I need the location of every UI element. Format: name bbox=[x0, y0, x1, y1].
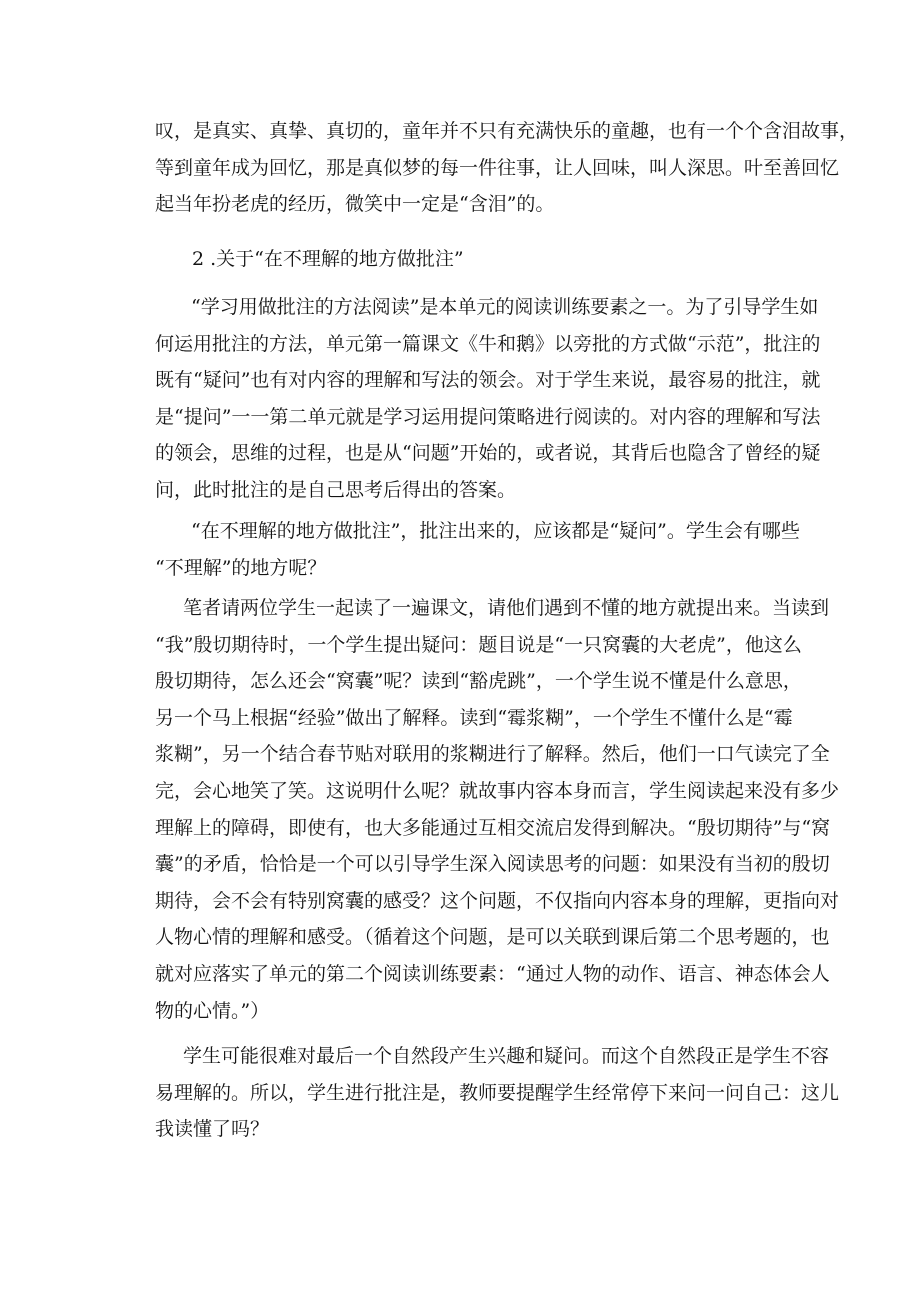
text-line: 完，会心地笑了笑。这说明什么呢？就故事内容本身而言，学生阅读起来没有多少 bbox=[155, 779, 840, 802]
text-line: 笔者请两位学生一起读了一遍课文，请他们遇到不懂的地方就提出来。当读到 bbox=[183, 597, 830, 619]
text-line: 人物心情的理解和感受。（循着这个问题，是可以关联到课后第二个思考题的，也 bbox=[155, 926, 830, 949]
text-line: “我”殷切期待时，一个学生提出疑问：题目说是“一只窝囊的大老虎”，他这么 bbox=[155, 633, 802, 656]
text-line: 物的心情。”） bbox=[155, 999, 270, 1022]
text-line: 等到童年成为回忆，那是真似梦的每一件往事，让人回味，叫人深思。叶至善回忆 bbox=[155, 156, 840, 179]
paragraph-last-section bbox=[155, 1038, 840, 1148]
heading-text: 2 .关于“在不理解的地方做批注” bbox=[192, 248, 464, 270]
section-heading bbox=[192, 241, 777, 278]
text-line: 另一个马上根据“经验”做出了解释。读到“霉浆糊”，一个学生不懂什么是“霉 bbox=[155, 706, 793, 729]
text-line: 理解上的障碍，即使有，也大多能通过互相交流启发得到解决。“殷切期待”与“窝 bbox=[155, 816, 831, 839]
text-line: 我读懂了吗？ bbox=[155, 1118, 270, 1141]
text-line: 就对应落实了单元的第二个阅读训练要素：“通过人物的动作、语言、神态体会人 bbox=[155, 962, 830, 985]
paragraph-questions bbox=[155, 513, 800, 586]
text-line: 何运用批注的方法，单元第一篇课文《牛和鹅》以旁批的方式做“示范”，批注的 bbox=[155, 332, 821, 355]
text-line: “学习用做批注的方法阅读”是本单元的阅读训练要素之一。为了引导学生如 bbox=[191, 296, 819, 318]
text-line: 囊”的矛盾，恰恰是一个可以引导学生深入阅读思考的问题：如果没有当初的殷切 bbox=[155, 853, 830, 876]
text-line: 是“提问”一一第二单元就是学习运用提问策略进行阅读的。对内容的理解和写法 bbox=[155, 405, 821, 428]
text-line: 问，此时批注的是自己思考后得出的答案。 bbox=[155, 478, 517, 501]
text-line: 起当年扮老虎的经历，微笑中一定是“含泪”的。 bbox=[155, 193, 555, 216]
paragraph-student-reading bbox=[155, 590, 840, 1029]
text-line: 学生可能很难对最后一个自然段产生兴趣和疑问。而这个自然段正是学生不容 bbox=[183, 1045, 830, 1067]
paragraph-annotation-method bbox=[155, 289, 821, 509]
text-line: “不理解”的地方呢？ bbox=[155, 556, 327, 579]
text-line: 期待，会不会有特别窝囊的感受？这个问题，不仅指向内容本身的理解，更指向对 bbox=[155, 889, 840, 912]
text-line: 既有“疑问”也有对内容的理解和写法的领会。对于学生来说，最容易的批注，就 bbox=[155, 369, 821, 392]
text-line: 易理解的。所以，学生进行批注是，教师要提醒学生经常停下来问一问自己：这儿 bbox=[155, 1081, 840, 1104]
paragraph-childhood-memory bbox=[155, 113, 859, 223]
text-line: 浆糊”，另一个结合春节贴对联用的浆糊进行了解释。然后，他们一口气读完了全 bbox=[155, 743, 830, 766]
text-line: 殷切期待，怎么还会“窝囊”呢？读到“豁虎跳”，一个学生说不懂是什么意思， bbox=[155, 670, 802, 693]
text-line: 的领会，思维的过程，也是从“问题”开始的，或者说，其背后也隐含了曾经的疑 bbox=[155, 442, 821, 465]
text-line: 叹，是真实、真挚、真切的，童年并不只有充满快乐的童趣，也有一个个含泪故事， bbox=[155, 120, 859, 142]
text-line: “在不理解的地方做批注”，批注出来的，应该都是“疑问”。学生会有哪些 bbox=[191, 520, 800, 542]
